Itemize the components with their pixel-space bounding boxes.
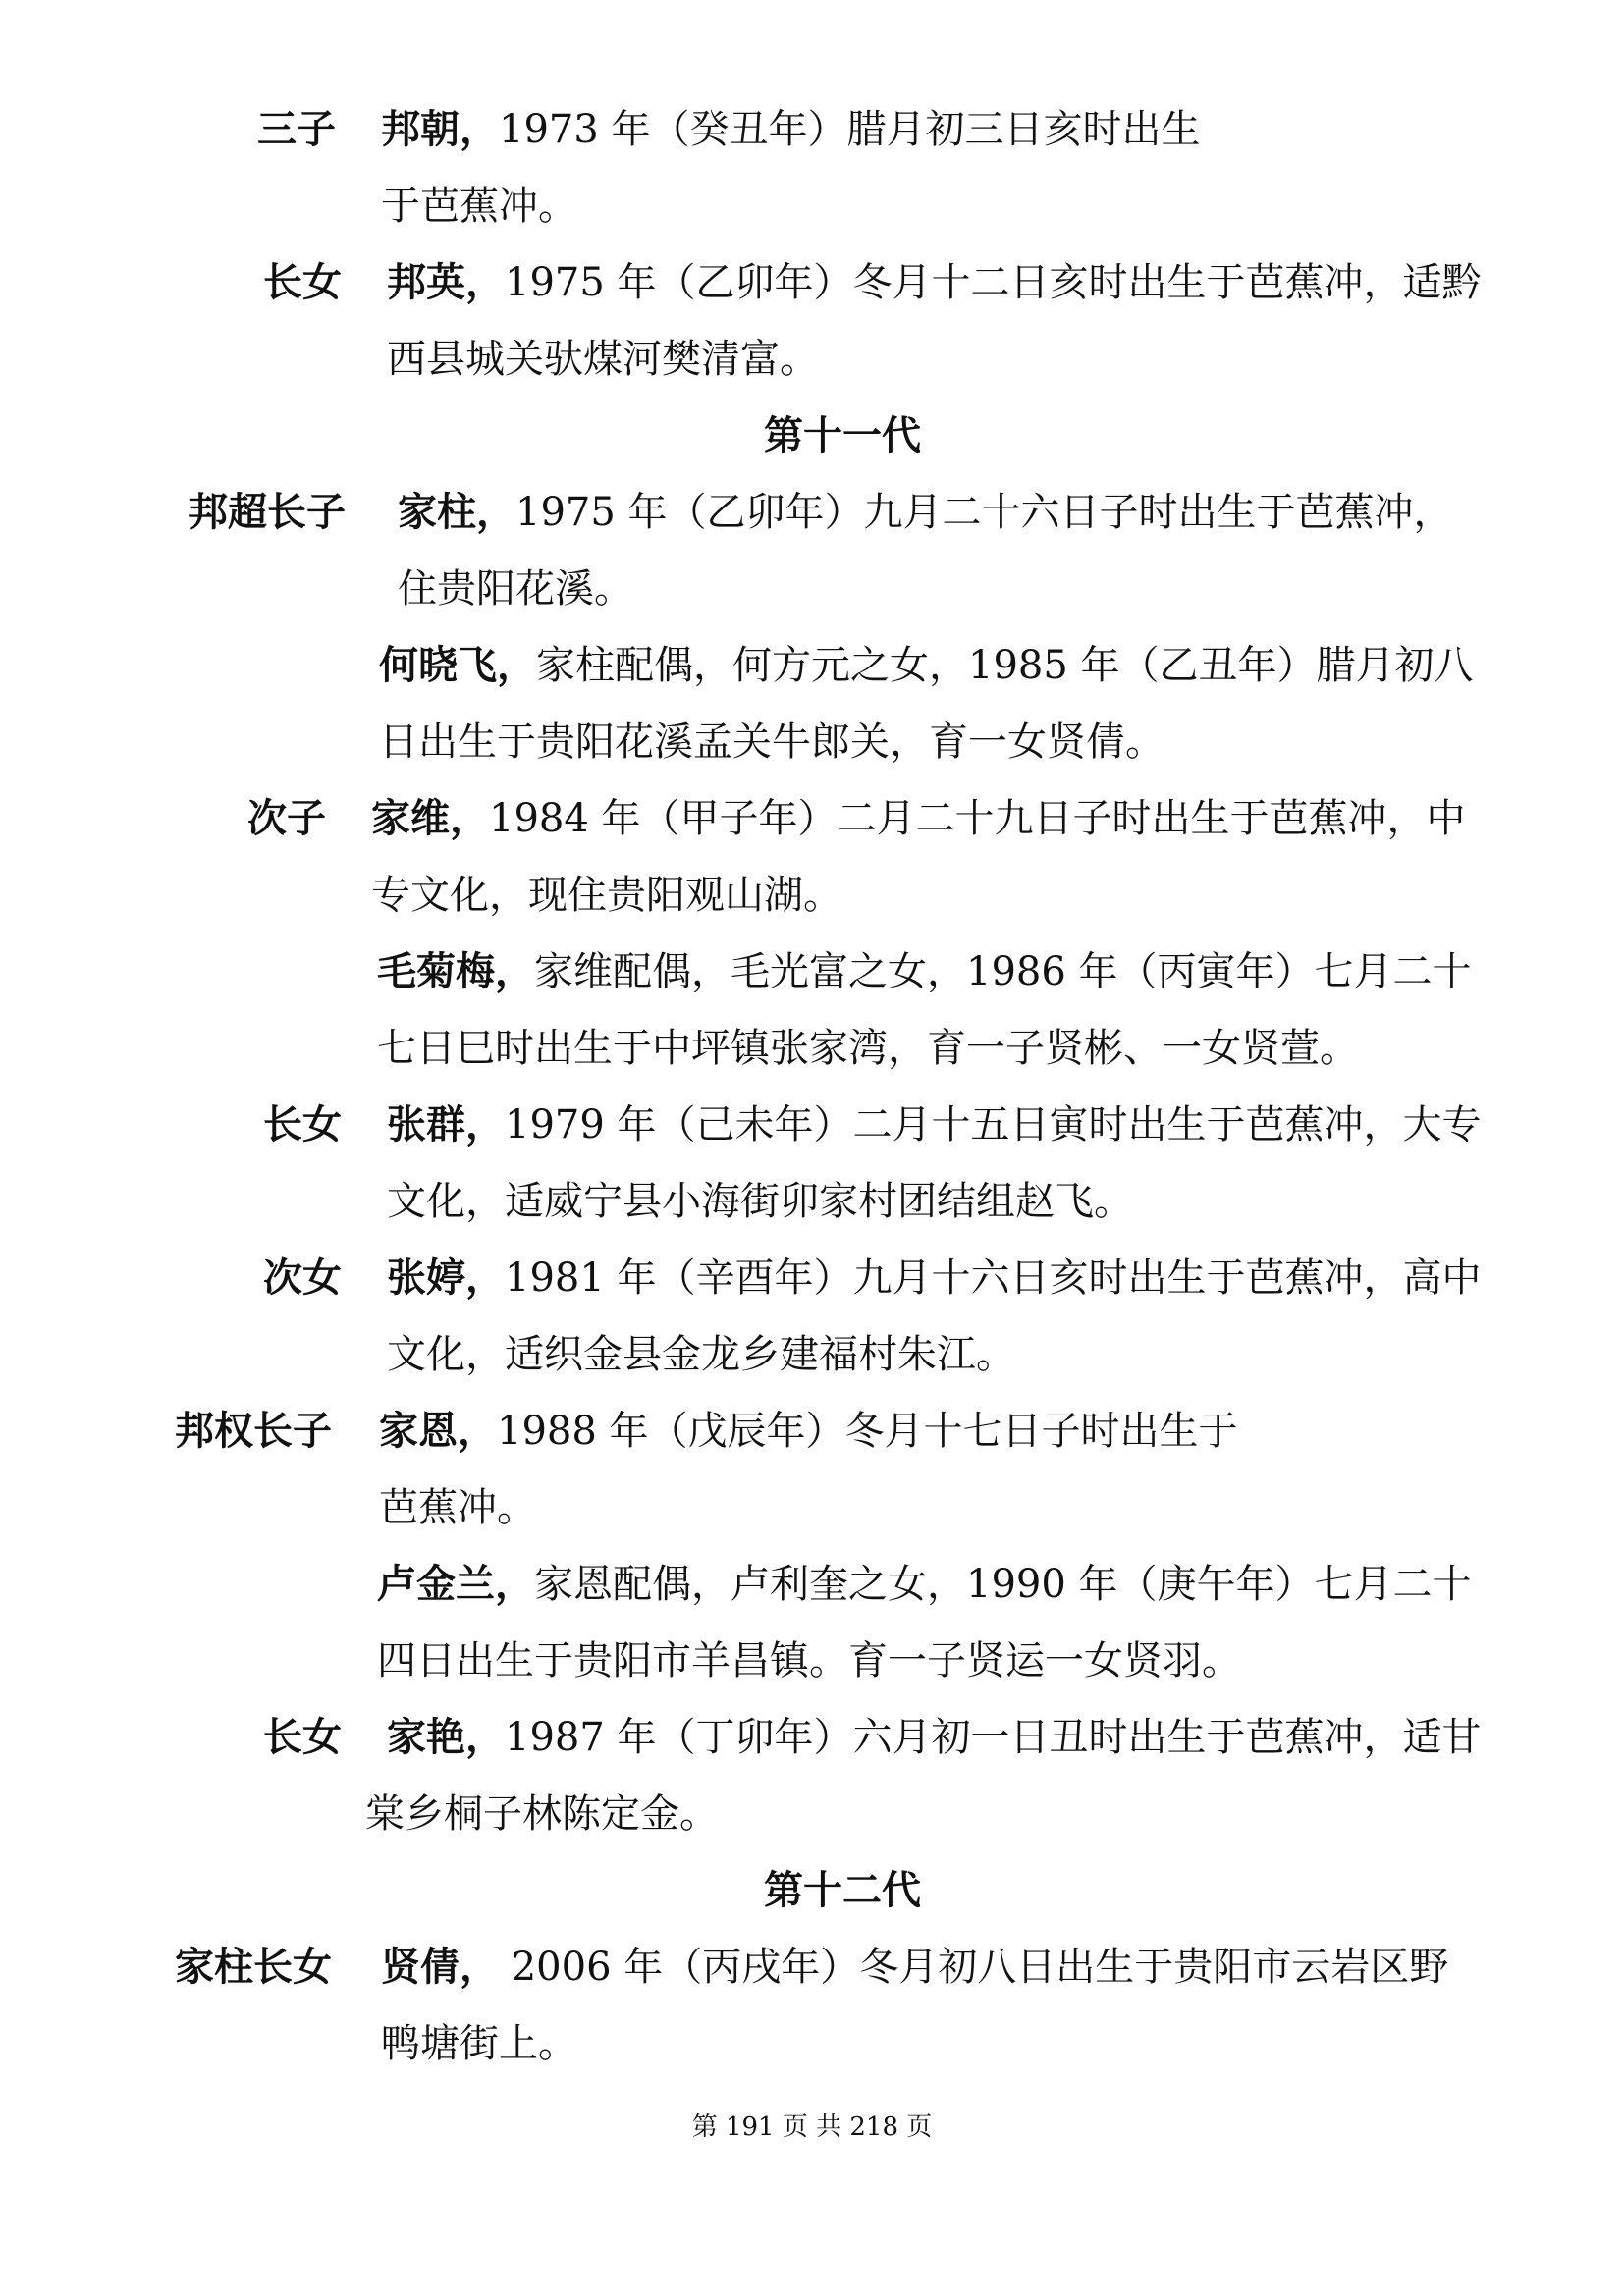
entry-label: 次女 [263, 1255, 342, 1301]
entry-line [381, 104, 1201, 155]
entry-name: 邦英， [387, 259, 505, 305]
entry-name: 家维， [371, 795, 489, 841]
spouse-name: 卢金兰， [377, 1561, 534, 1607]
entry-continuation: 鸭塘街上。 [381, 2021, 577, 2066]
entry-continuation: 专文化，现住贵阳观山湖。 [371, 873, 842, 918]
spouse-name: 毛菊梅， [377, 948, 534, 994]
entry-name: 家恩， [379, 1408, 497, 1454]
spouse-continuation: 七日巳时出生于中坪镇张家湾，育一子贤彬、一女贤萱。 [377, 1026, 1359, 1071]
entry-name: 张群， [387, 1101, 505, 1148]
entry-continuation: 住贵阳花溪。 [398, 566, 633, 612]
entry-label: 家柱长女 [175, 1944, 332, 1990]
entry-text: 1975 年（乙卯年）九月二十六日子时出生于芭蕉冲， [515, 490, 1453, 535]
entry-text: 1987 年（丁卯年）六月初一日丑时出生于芭蕉冲，适甘 [505, 1715, 1482, 1760]
entry-continuation: 文化，适威宁县小海街卯家村团结组赵飞。 [387, 1179, 1133, 1224]
spouse-line [377, 946, 1472, 997]
section-title: 第十二代 [764, 1867, 921, 1913]
spouse-continuation: 日出生于贵阳花溪孟关牛郎关，育一女贤倩。 [379, 720, 1164, 765]
entry-name: 邦朝， [381, 106, 499, 152]
entry-line [387, 257, 1482, 308]
entry-continuation: 文化，适织金县金龙乡建福村朱江。 [387, 1332, 1015, 1377]
entry-text: 1979 年（己未年）二月十五日寅时出生于芭蕉冲，大专 [505, 1102, 1482, 1148]
entry-label: 邦权长子 [175, 1408, 332, 1454]
entry-line [379, 1406, 1238, 1457]
entry-label: 次子 [247, 795, 326, 841]
entry-label: 长女 [263, 259, 342, 305]
entry-text: 1975 年（乙卯年）冬月十二日亥时出生于芭蕉冲，适黔 [505, 260, 1482, 305]
page-footer: 第 191 页 共 218 页 [691, 2112, 933, 2142]
entry-name: 张婷， [387, 1255, 505, 1301]
entry-line [387, 1099, 1482, 1150]
spouse-text: 家柱配偶，何方元之女，1985 年（乙丑年）腊月初八 [536, 643, 1474, 688]
entry-name: 贤倩， [381, 1944, 499, 1990]
entry-text: 1988 年（戊辰年）冬月十七日子时出生于 [497, 1409, 1238, 1454]
entry-label: 三子 [257, 106, 336, 152]
entry-name: 家艳， [387, 1714, 505, 1760]
entry-name: 家柱， [398, 489, 515, 535]
section-title: 第十一代 [764, 412, 921, 458]
spouse-line [377, 1559, 1472, 1610]
entry-text: 1984 年（甲子年）二月二十九日子时出生于芭蕉冲，中 [489, 796, 1466, 841]
entry-text: 1981 年（辛酉年）九月十六日亥时出生于芭蕉冲，高中 [505, 1255, 1482, 1301]
spouse-text: 家恩配偶，卢利奎之女，1990 年（庚午年）七月二十 [534, 1562, 1472, 1607]
entry-label: 长女 [263, 1714, 342, 1760]
spouse-text: 家维配偶，毛光富之女，1986 年（丙寅年）七月二十 [534, 949, 1472, 994]
entry-label: 长女 [263, 1101, 342, 1148]
entry-line [387, 1712, 1482, 1763]
entry-continuation: 西县城关驮煤河樊清富。 [387, 337, 819, 382]
spouse-line [379, 640, 1474, 691]
entry-line [371, 793, 1466, 844]
entry-continuation: 棠乡桐子林陈定金。 [365, 1791, 719, 1837]
entry-label: 邦超长子 [189, 489, 346, 535]
spouse-name: 何晓飞， [379, 642, 536, 688]
entry-line [381, 1942, 1448, 1993]
entry-text: 2006 年（丙戌年）冬月初八日出生于贵阳市云岩区野 [499, 1945, 1449, 1990]
entry-line [398, 487, 1453, 538]
entry-continuation: 芭蕉冲。 [379, 1485, 536, 1530]
entry-line [387, 1253, 1482, 1304]
entry-continuation: 于芭蕉冲。 [381, 184, 577, 229]
spouse-continuation: 四日出生于贵阳市羊昌镇。育一子贤运一女贤羽。 [377, 1638, 1241, 1683]
entry-text: 1973 年（癸丑年）腊月初三日亥时出生 [499, 107, 1201, 152]
